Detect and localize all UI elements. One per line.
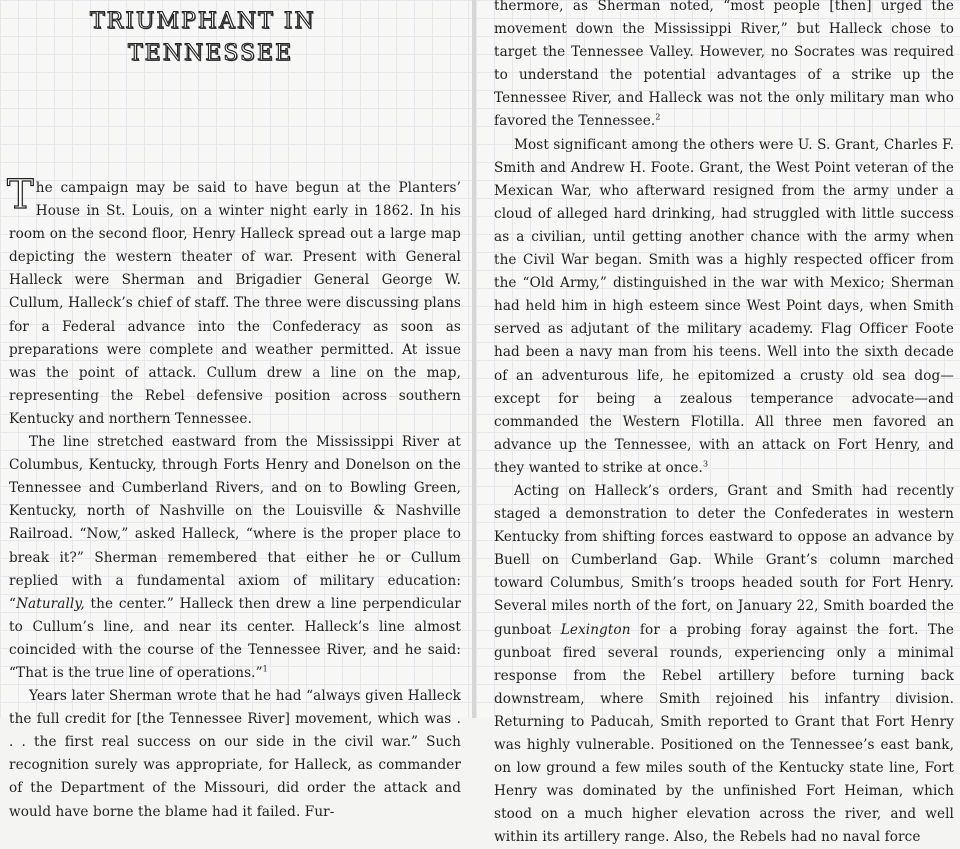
paragraph-3: Years later Sherman wrote that he had “always given Halleck the full credit for [the Tennessee River] movement, which was . . . the first real success on our side in the civil war.” Such recognition surely was appropriate, for Halleck, as commander of the Department of the Missouri, did order the attack and would have borne the blame had it failed. Fur- [9,688,461,820]
drop-cap: T [7,172,34,218]
paragraph-2-italic: Naturally, [16,595,85,612]
paragraph-5 [494,480,954,849]
right-page [476,0,960,846]
chapter-title [90,6,390,70]
paragraph-2-text-b: the center.” Halleck then drew a line perpendicular to Cullum’s line, and near its center. Halleck’s line almost coincided with the course of the Tennessee River, and he said: “That is the true line of operations.” [9,595,461,681]
footnote-ref-1: 1 [262,664,268,674]
paragraph-2 [9,431,461,685]
paragraph-continued-text: thermore, as Sherman noted, “most people [then] urged the movement down the Mississippi River,” but Halleck chose to target the Tennessee Valley. However, no Socrates was required to understand the potential advantages of a strike up the Tennessee River, and Halleck was not the only military man who favored the Tennessee. [494,0,954,130]
chapter-title-line-1: TRIUMPHANT IN [90,9,316,34]
right-page-text [494,0,954,849]
footnote-ref-2: 2 [655,112,661,122]
paragraph-5-text-a: Acting on Halleck’s orders, Grant and Smith had recently staged a demonstration to deter the Confederates in western Kentucky from shifting forces eastward to oppose an advance by Buell on Cumberland Gap. While Grant’s column marched toward Columbus, Smith’s troops headed south for Fort Henry. Several miles north of the fort, on January 22, Smith boarded the gunboat [494,482,954,638]
paragraph-5-text-b: for a probing foray against the fort. The gunboat fired several rounds, experiencing only a minimal response from the Rebel artillery before turning back downstream, where Smith rejoined his infantry division. Returning to Paducah, Smith reported to Grant that Fort Henry was highly vulnerable. Positioned on the Tennessee’s east bank, on low ground a few miles south of the Kentucky state line, Fort Henry was dominated by the unfinished Fort Heiman, which stood on a much higher elevation across the river, and well within its artillery range. Also, the Rebels had no naval force [494,621,954,846]
paragraph-4-text: Most significant among the others were U. S. Grant, Charles F. Smith and Andrew H. Foote. Grant, the West Point veteran of the Mexican War, who afterward resigned from the army under a cloud of alleged hard drinking, had struggled with little success as a civilian, until getting another chance with the army when the Civil War began. Smith was a highly respected officer from the “Old Army,” distinguished in the war with Mexico; Sherman had held him in high esteem since West Point days, when Smith served as adjutant of the military academy. Flag Officer Foote had been a navy man from his teens. Well into the sixth decade of an adventurous life, he epitomized a crusty old sea dog—except for being a zealous temperance advocate—and commanded the Western Flotilla. All three men favored an advance up the Tennessee, with an attack on Fort Henry, and they wanted to strike at once. [494,136,954,476]
left-page-text [7,172,461,824]
paragraph-1 [7,172,461,431]
footnote-ref-3: 3 [702,459,709,469]
paragraph-2-text-a: The line stretched eastward from the Mississippi River at Columbus, Kentucky, through Forts Henry and Donelson on the Tennessee and Cumberland Rivers, and on to Bowling Green, Kentucky, north of Nashville on the Louisville & Nashville Railroad. “Now,” asked Halleck, “where is the proper place to break it?” Sherman remembered that either he or Cullum replied with a fundamental axiom of military education: “ [9,434,461,612]
chapter-title-line-2: TENNESSEE [128,41,294,66]
paragraph-continued [494,0,954,134]
left-page [0,0,472,820]
paragraph-5-italic: Lexington [560,621,631,638]
paragraph-4 [494,134,954,480]
paragraph-1-text: he campaign may be said to have begun at the Planters’ House in St. Louis, on a winter night early in 1862. In his room on the second floor, Henry Halleck spread out a large map depicting the western theater of war. Present with General Halleck were Sherman and Brigadier General George W. Cullum, Halleck’s chief of staff. The three were discussing plans for a Federal advance into the Confederacy as soon as preparations were complete and weather permitted. At issue was the point of attack. Cullum drew a line on the map, representing the Rebel defensive position across southern Kentucky and northern Tennessee. [9,180,461,427]
